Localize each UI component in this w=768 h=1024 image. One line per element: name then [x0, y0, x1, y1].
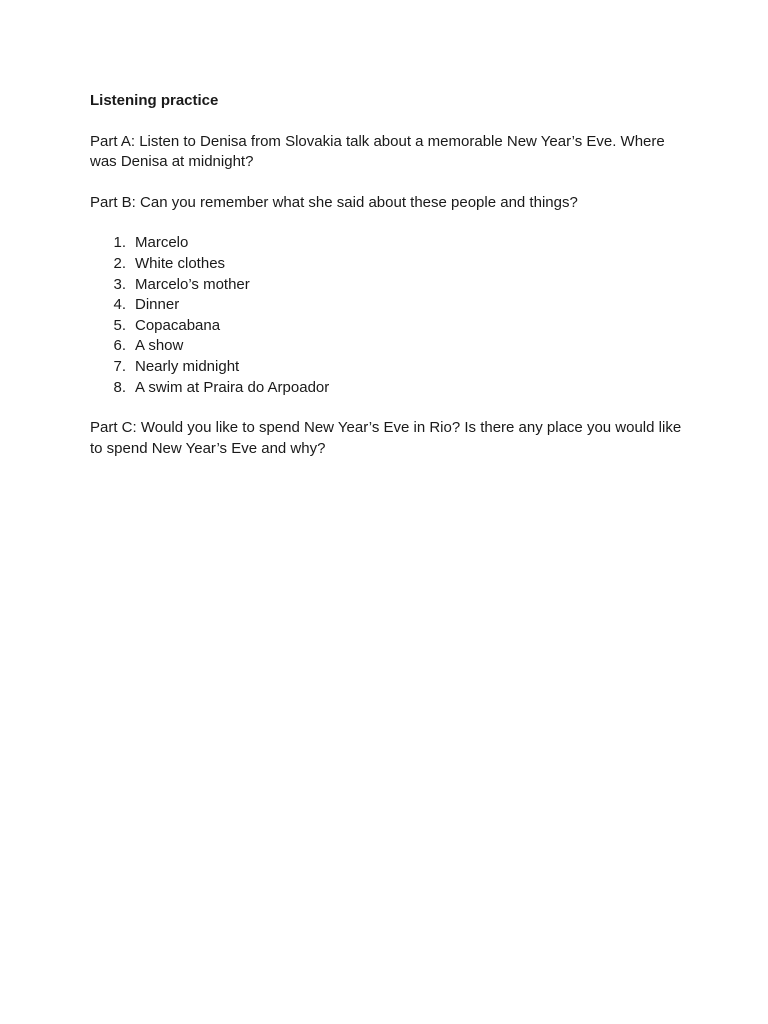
list-item [90, 295, 690, 316]
list-item-number: 5. [113, 316, 126, 334]
list-item-text: Marcelo’s mother [135, 275, 250, 293]
list-item-number: 6. [113, 337, 126, 355]
list-item-number: 4. [113, 296, 126, 314]
list-item-text: White clothes [135, 254, 226, 272]
list-item [90, 378, 690, 399]
list-item-text: Nearly midnight [135, 357, 240, 375]
list-item-number: 8. [113, 378, 126, 396]
list-item-text: A show [135, 337, 184, 355]
list-item [90, 233, 690, 254]
list-item-number: 7. [113, 357, 126, 375]
part-c-paragraph: Part C: Would you like to spend New Year’s Eve in Rio? Is there any place you would like to spend New Year’s Eve and why? [90, 419, 682, 457]
list-item [90, 357, 690, 378]
part-a-paragraph: Part A: Listen to Denisa from Slovakia talk about a memorable New Year’s Eve. Where was Denisa at midnight? [90, 132, 665, 171]
part-b-paragraph: Part B: Can you remember what she said about these people and things? [90, 193, 578, 211]
list-item [90, 316, 690, 337]
list-item-text: A swim at Praira do Arpoador [135, 378, 330, 396]
document-page [90, 91, 690, 479]
list-item-number: 3. [113, 275, 126, 293]
list-item [90, 336, 690, 357]
list-item-text: Dinner [135, 296, 180, 314]
list-item-number: 2. [113, 254, 126, 272]
list-item-text: Marcelo [135, 234, 189, 252]
document-title: Listening practice [90, 92, 219, 109]
list-item [90, 275, 690, 296]
list-item-text: Copacabana [135, 316, 221, 334]
list-item-number: 1. [113, 234, 126, 252]
list-item [90, 254, 690, 275]
numbered-list [90, 233, 690, 398]
